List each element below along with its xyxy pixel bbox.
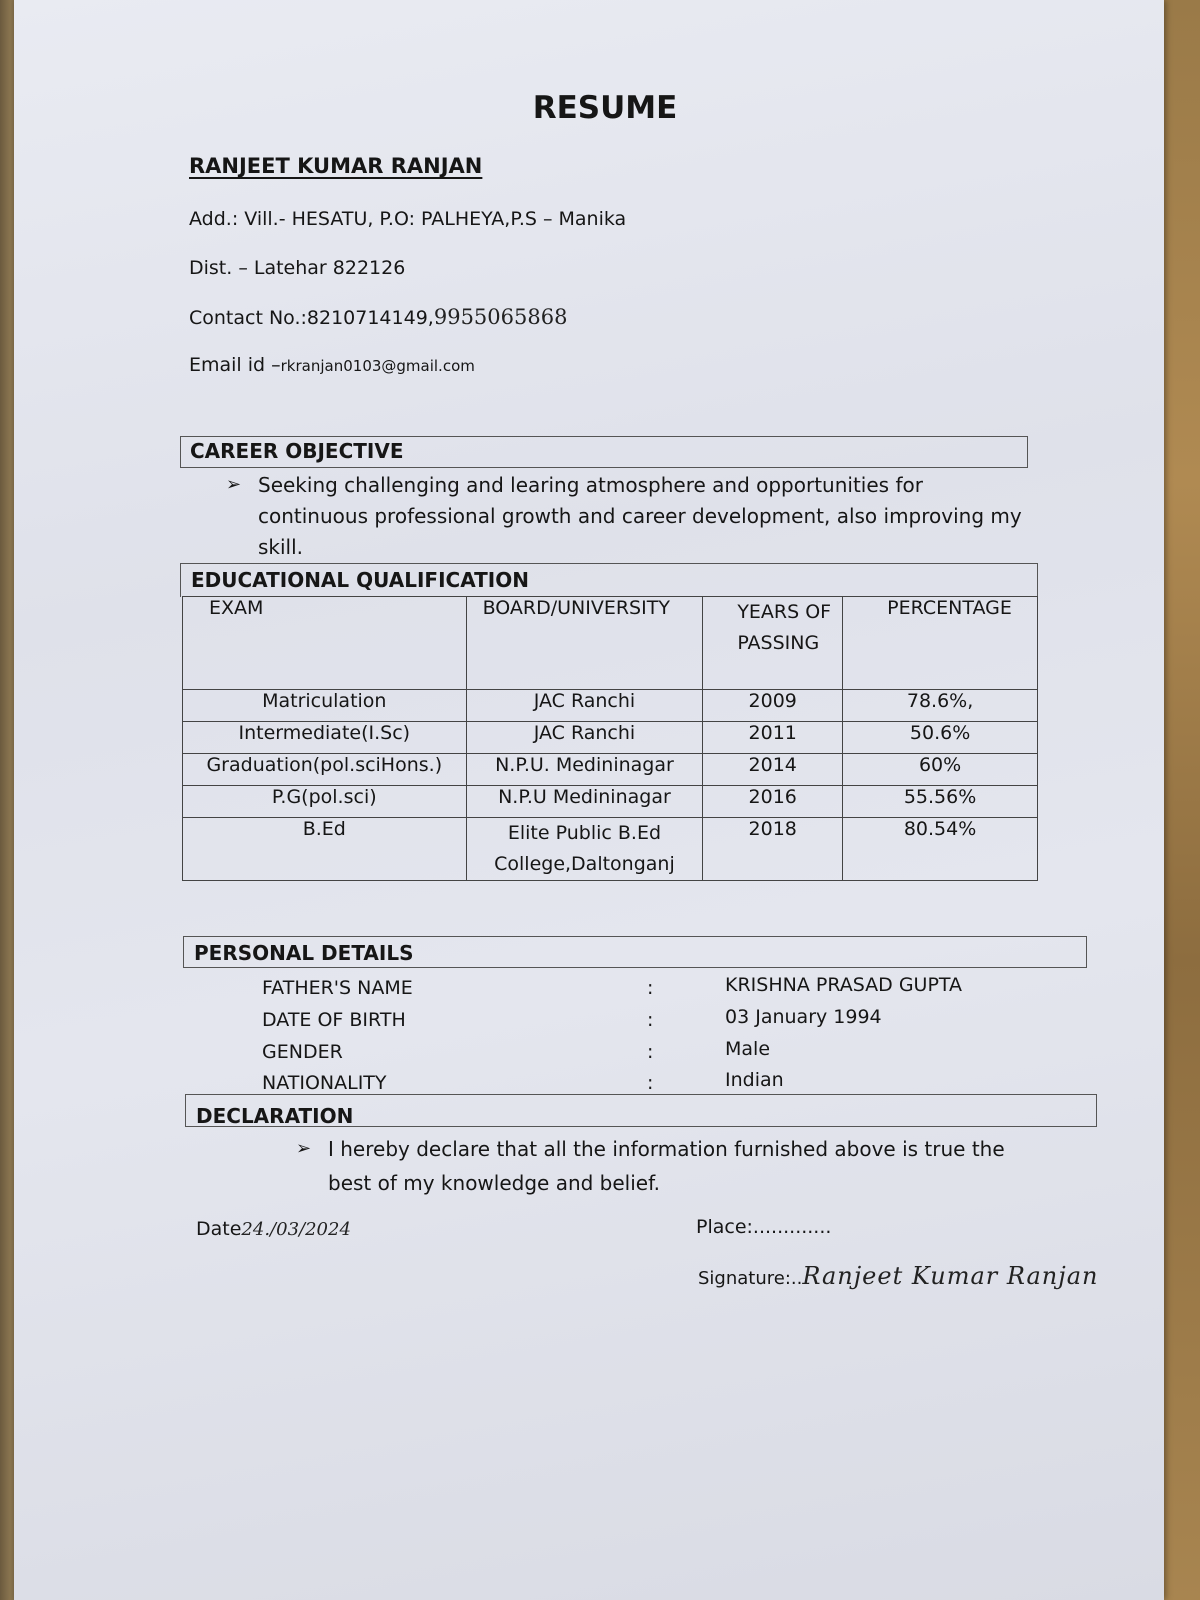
cell-percentage: 80.54% bbox=[843, 818, 1038, 881]
cell-percentage: 60% bbox=[843, 754, 1038, 786]
table-row bbox=[183, 722, 1038, 754]
email-line bbox=[189, 354, 475, 376]
personal-label-nationality: NATIONALITY bbox=[262, 1072, 387, 1094]
career-objective-text: Seeking challenging and learing atmosphere and opportunities for continuous professional growth and career development, also improving my skill. bbox=[258, 473, 1022, 559]
cell-year: 2014 bbox=[703, 754, 843, 786]
personal-label-father: FATHER'S NAME bbox=[262, 977, 413, 999]
cell-year: 2009 bbox=[703, 690, 843, 722]
table-header-row bbox=[183, 597, 1038, 690]
table-row bbox=[183, 786, 1038, 818]
email-label: Email id – bbox=[189, 354, 281, 376]
date-field bbox=[196, 1218, 351, 1240]
personal-details-heading: PERSONAL DETAILS bbox=[194, 941, 414, 965]
district-line: Dist. – Latehar 822126 bbox=[189, 257, 406, 279]
cell-exam: Graduation(pol.sciHons.) bbox=[183, 754, 467, 786]
handwritten-signature: Ranjeet Kumar Ranjan bbox=[802, 1262, 1099, 1290]
personal-label-dob: DATE OF BIRTH bbox=[262, 1009, 406, 1031]
cell-percentage: 50.6% bbox=[843, 722, 1038, 754]
cell-exam: Intermediate(I.Sc) bbox=[183, 722, 467, 754]
header-years: YEARS OF PASSING bbox=[703, 597, 843, 690]
bullet-arrow-icon: ➢ bbox=[296, 1138, 312, 1159]
personal-value-dob: 03 January 1994 bbox=[725, 1006, 882, 1028]
bullet-arrow-icon: ➢ bbox=[226, 474, 242, 495]
date-label: Date bbox=[196, 1218, 242, 1240]
handwritten-contact-number: 9955065868 bbox=[433, 305, 568, 329]
cell-year: 2018 bbox=[703, 818, 843, 881]
cell-exam: P.G(pol.sci) bbox=[183, 786, 467, 818]
signature-label: Signature:.. bbox=[698, 1268, 803, 1289]
personal-separator: : bbox=[647, 1009, 654, 1031]
table-row bbox=[183, 818, 1038, 881]
personal-value-nationality: Indian bbox=[725, 1069, 784, 1091]
cell-exam: B.Ed bbox=[183, 818, 467, 881]
cell-year: 2011 bbox=[703, 722, 843, 754]
personal-separator: : bbox=[647, 1072, 654, 1094]
email-address: rkranjan0103@gmail.com bbox=[280, 357, 475, 375]
cell-percentage: 55.56% bbox=[843, 786, 1038, 818]
declaration-heading: DECLARATION bbox=[196, 1104, 354, 1128]
resume-title: RESUME bbox=[532, 90, 678, 126]
cell-board: Elite Public B.Ed College,Daltonganj bbox=[466, 818, 703, 881]
cell-board: N.P.U Medininagar bbox=[466, 786, 703, 818]
place-field: Place:............. bbox=[696, 1216, 832, 1238]
cell-percentage: 78.6%, bbox=[843, 690, 1038, 722]
declaration-text: I hereby declare that all the information furnished above is true the best of my knowledge and belief. bbox=[328, 1137, 1005, 1195]
contact-number: Contact No.:8210714149, bbox=[189, 307, 434, 329]
cell-year: 2016 bbox=[703, 786, 843, 818]
personal-separator: : bbox=[647, 1041, 654, 1063]
signature-field bbox=[698, 1262, 1098, 1290]
header-board: BOARD/UNIVERSITY bbox=[466, 597, 703, 690]
cell-board: JAC Ranchi bbox=[466, 690, 703, 722]
personal-separator: : bbox=[647, 977, 654, 999]
cell-board: N.P.U. Medininagar bbox=[466, 754, 703, 786]
handwritten-date: 24./03/2024 bbox=[241, 1219, 351, 1240]
address-line: Add.: Vill.- HESATU, P.O: PALHEYA,P.S – Manika bbox=[189, 208, 627, 230]
table-row bbox=[183, 690, 1038, 722]
cell-exam: Matriculation bbox=[183, 690, 467, 722]
table-row bbox=[183, 754, 1038, 786]
education-table bbox=[182, 596, 1038, 881]
career-objective-heading: CAREER OBJECTIVE bbox=[190, 439, 404, 463]
applicant-name: RANJEET KUMAR RANJAN bbox=[189, 154, 483, 178]
education-heading: EDUCATIONAL QUALIFICATION bbox=[191, 568, 529, 592]
personal-value-gender: Male bbox=[725, 1038, 771, 1060]
personal-label-gender: GENDER bbox=[262, 1041, 343, 1063]
table-surface bbox=[1164, 0, 1200, 1600]
cell-board: JAC Ranchi bbox=[466, 722, 703, 754]
header-percentage: PERCENTAGE bbox=[843, 597, 1038, 690]
contact-line bbox=[189, 305, 567, 329]
personal-value-father: KRISHNA PRASAD GUPTA bbox=[725, 974, 963, 996]
header-exam: EXAM bbox=[183, 597, 467, 690]
